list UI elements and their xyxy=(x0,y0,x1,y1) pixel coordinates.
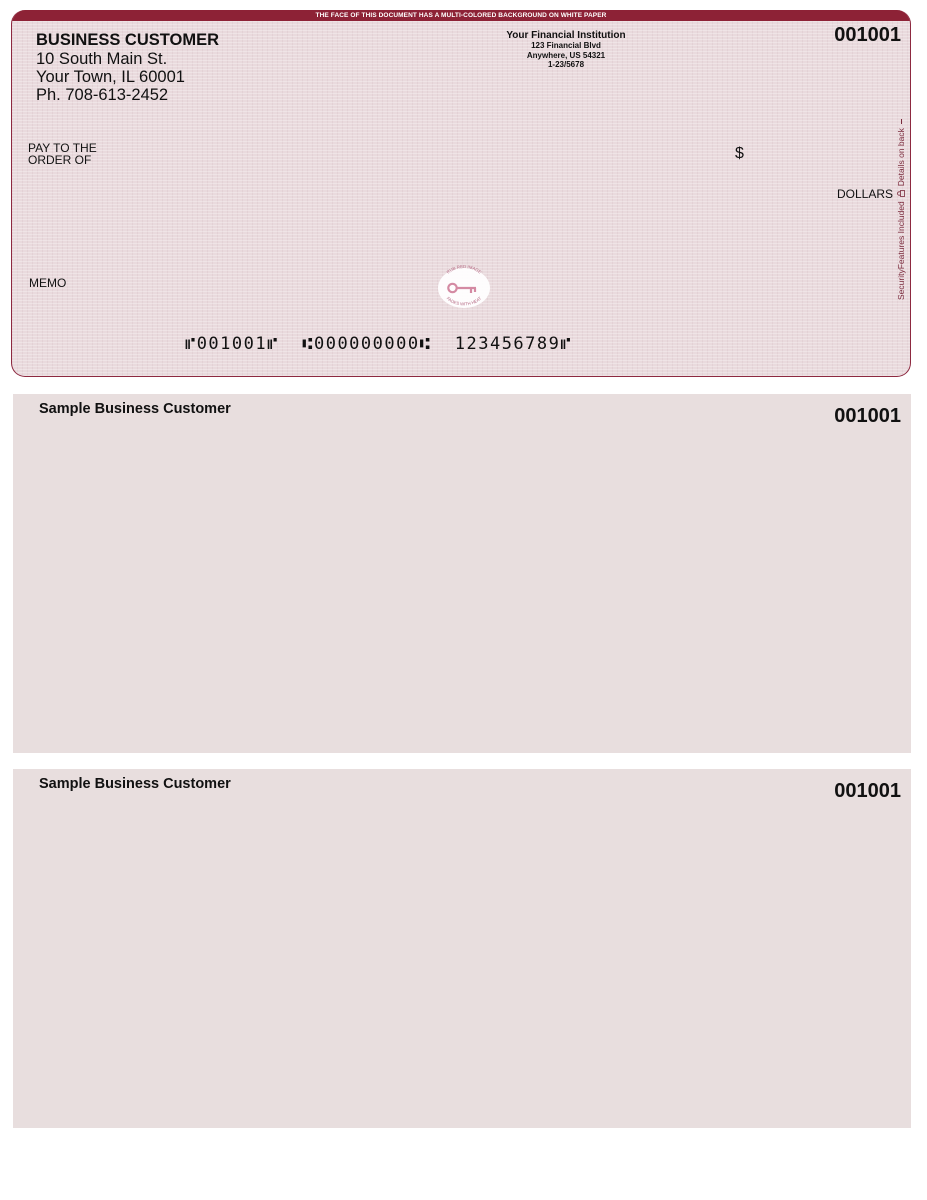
bank-address-line1: 123 Financial Blvd xyxy=(531,41,601,50)
check-stub xyxy=(13,394,911,753)
account-owner-phone: Ph. 708-613-2452 xyxy=(36,86,169,104)
account-owner-address-line1: 10 South Main St. xyxy=(36,50,168,68)
check-number: 001001 xyxy=(834,24,901,46)
pay-to-label xyxy=(28,142,97,166)
padlock-icon xyxy=(897,190,905,197)
amount-dollar-sign: $ xyxy=(735,145,744,162)
stub-customer-name: Sample Business Customer xyxy=(39,401,231,417)
stub-check-number: 001001 xyxy=(834,405,901,427)
pay-to-label-line1: PAY TO THE xyxy=(28,141,97,155)
seal-bottom-text: FADES WITH HEAT xyxy=(445,295,483,307)
bank-info xyxy=(466,30,666,70)
security-banner: THE FACE OF THIS DOCUMENT HAS A MULTI-COLORED BACKGROUND ON WHITE PAPER xyxy=(12,10,910,21)
micr-line: ⑈001001⑈ ⑆000000000⑆ 123456789⑈ xyxy=(185,334,573,354)
bank-fraction-code: 1-23/5678 xyxy=(547,60,585,69)
bank-name: Your Financial Institution xyxy=(506,30,626,41)
details-on-back-text: Details on back xyxy=(896,128,906,187)
stub-check-number: 001001 xyxy=(834,780,901,802)
stub-customer-name: Sample Business Customer xyxy=(39,776,231,792)
notice-divider xyxy=(901,119,902,124)
check-stub xyxy=(13,769,911,1128)
memo-label: MEMO xyxy=(29,276,67,290)
bank-address-line2: Anywhere, US 54321 xyxy=(526,50,606,60)
account-owner-address-line2: Your Town, IL 60001 xyxy=(36,68,185,86)
account-owner-name: BUSINESS CUSTOMER xyxy=(36,31,220,49)
pay-to-label-line2: ORDER OF xyxy=(28,153,92,167)
check-face xyxy=(11,10,911,377)
security-features-notice xyxy=(896,100,906,300)
dollars-label: DOLLARS xyxy=(836,187,893,201)
seal-top-text: RUB RED IMAGE xyxy=(445,265,483,275)
rub-red-image-seal xyxy=(437,265,491,310)
security-features-text: SecurityFeatures Included xyxy=(896,201,906,300)
